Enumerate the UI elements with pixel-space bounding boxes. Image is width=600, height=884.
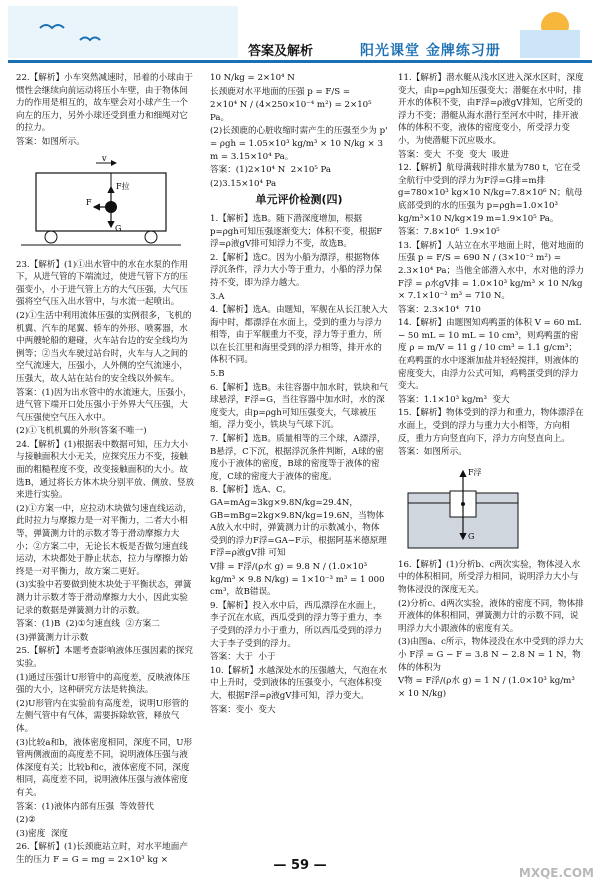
header-title: 答案及解析 [248, 44, 314, 59]
section-title: 单元评价检测(四) [255, 193, 343, 207]
answer-paragraph: 答案：大于 小于 [210, 652, 276, 663]
answer-paragraph: 3.A [210, 291, 225, 302]
answer-paragraph: (2)①方案一中，应拉动木块做匀速直线运动，此时拉力与摩擦力是一对平衡力，二者大小相等，弹簧测力计的示数才等于滑动摩擦力大小；②方案二中，无论长木板是否做匀速直线运动，木块都处于静止状态，拉力与摩擦力始终是一对平衡力，故方案二更好。 [16, 503, 192, 577]
cart-force-diagram [16, 153, 186, 253]
answer-paragraph: 12.【解析】航母满载时排水量为780 t，它在受全航行中受到的浮力为F浮=G排=m排g=780×10³ kg×10 N/kg=7.8×10⁶ N；航母底部受到的水的压强为 p=ρgh=1.0×10³ kg/m³×10 N/kg×19 m=1.9×10⁵ Pa。 [398, 163, 583, 224]
page-number: — 59 — [273, 858, 327, 873]
answer-paragraph: V物 = F浮/(ρ水 g) = 1 N / (1.0×10³ kg/m³ × 10 N/kg) [398, 676, 578, 699]
tension-label: F拉 [116, 181, 130, 191]
answer-paragraph: 16.【解析】(1)分析b、c两次实验，物体浸入水中的体积相同，所受浮力相同，说明浮力大小与物体浸没的深度无关。 [398, 559, 581, 595]
answer-paragraph: 答案：(1)液体内部有压强 等效替代 [16, 801, 154, 812]
answer-paragraph: 答案：变大 不变 变大 吸进 [398, 149, 509, 160]
header-divider [8, 60, 592, 63]
answer-paragraph: (2)①飞机机翼的外形(答案不唯一) [16, 426, 147, 437]
answer-paragraph: 答案：2.3×10⁴ 710 [398, 304, 481, 315]
answer-paragraph: 答案：(1)B (2)①匀速直线 ②方案二 [16, 619, 160, 630]
buoyancy-label: F浮 [468, 467, 482, 477]
answer-paragraph: 6.【解析】选B。未往容器中加水时，铁块和气球悬浮，F浮=G，当往容器中加水时，水的深度变大，由p=ρgh可知压强变大，气球被压缩，浮力变小，铁块与气球下沉。 [210, 382, 388, 431]
answer-paragraph: 答案：如图所示。 [398, 447, 467, 458]
answer-paragraph: 14.【解析】由题图知鸡鸭蛋的体积 V = 60 mL − 50 mL = 10 mL = 10 cm³，则鸡鸭蛋的密度 ρ = m/V = 11 g / 10 cm³ = 1.1 g/cm³；在鸡鸭蛋的水中逐渐加盐并轻轻搅拌，则液体的密度变大，由浮力公式可知，鸡鸭蛋受到的浮力变大。 [398, 318, 584, 392]
answer-paragraph: 4.【解析】选A。由题知，军舰在从长江驶入大海中时，都漂浮在水面上，受到的重力与浮力相等，由于军舰重力不变，浮力等于重力，所以在长江里和海里受到的浮力相等，排开水的体积不同。 [210, 305, 388, 366]
answer-paragraph: 25.【解析】本题考查影响液体压强因素的探究实验。 [16, 646, 193, 669]
answer-paragraph: 13.【解析】人站立在水平地面上时，他对地面的压强 p = F/S = 690 N / (3×10⁻² m²) = 2.3×10⁴ Pa；当他全部潜入水中，水对他的浮力 F浮 = ρ水gV排 = 1.0×10³ kg/m³ × 10 N/kg × 7.1×10⁻² m³ = 710 N。 [398, 240, 587, 302]
column-right [398, 72, 587, 701]
answer-paragraph: (2)② [16, 815, 36, 826]
column-left [16, 72, 196, 867]
answer-paragraph: (3)密度 深度 [16, 828, 69, 839]
answer-paragraph: 8.【解析】选A、C。GA=mAg=3kg×9.8N/kg=29.4N，GB=mBg=2kg×9.8N/kg=19.6N，当物体A放入水中时，弹簧测力计的示数减小，物体受到的浮力F浮=GA−F示，根据阿基米德原理 F浮=ρ液gV排 可知 [210, 485, 390, 559]
answer-paragraph: (3)由图a、c所示，物体浸没在水中受到的浮力大小 F浮 = G − F = 3.8 N − 2.8 N = 1 N，物体的体积为 [398, 637, 584, 673]
gravity-label: G [115, 223, 122, 233]
answer-paragraph: 22.【解析】小车突然减速时，吊着的小球由于惯性会继续向前运动将压小车壁，由于物体间力的作用是相互的，故车壁会对小球产生一个向左的压力，另外小球还受到重力和细绳对它的拉力。 [16, 73, 193, 134]
answer-paragraph: (3)比较a和b，液体密度相同，深度不同，U形管两侧液面的高度差不同，说明液体压强与液体深度有关；比较b和c，液体密度不同，深度相同，高度差不同，说明液体压强与液体密度有关。 [16, 737, 193, 798]
answer-paragraph: 5.B [210, 369, 225, 380]
answer-paragraph: 答案：(1)因为出水管中的水流速大，压强小，进气管下端开口处压强小于外界大气压强，大气压强使空气压入水中。 [16, 387, 192, 423]
answer-paragraph: 26.【解析】(1)长颈鹿站立时，对水平地面产生的压力 F = G = mg = 2×10³ kg × [16, 842, 188, 865]
answer-paragraph: 10 N/kg = 2×10⁴ N [210, 73, 295, 83]
answer-paragraph: 9.【解析】投入水中后，西瓜漂浮在水面上，李子沉在水底，西瓜受到的浮力等于重力，李子受到的浮力小于重力，所以西瓜受到的浮力大于李子受到的浮力。 [210, 600, 382, 649]
floating-block-diagram [398, 463, 528, 553]
answer-paragraph: 答案：1.1×10³ kg/m³ 变大 [398, 394, 510, 405]
answer-paragraph: 24.【解析】(1)根据表中数据可知，压力大小与接触面积大小无关，应探究压力不变，接触面的粗糙程度不变，改变接触面积的大小。故选B，通过将长方体木块分别平放、侧放、竖放来进行实验。 [16, 439, 195, 501]
answer-paragraph: (2)U形管内在实验前有高度差，说明U形管的左侧气管中有气体，需要拆除软管，释放气体。 [16, 698, 189, 734]
answer-paragraph: 长颈鹿对水平地面的压强 p = F/S = [210, 86, 351, 97]
answer-paragraph: 1.【解析】选B。随下潜深度增加，根据p=ρgh可知压强逐渐变大；体积不变，根据F浮=ρ液gV排可知浮力不变，故选B。 [210, 213, 383, 250]
answer-paragraph: (2)长颈鹿的心脏收缩时需产生的压强至少为 p' = ρgh = 1.05×10³ kg/m³ × 10 N/kg × 3 m = 3.15×10⁴ Pa。 [210, 126, 391, 162]
answer-paragraph: 10.【解析】水越深处水的压强越大，气泡在水中上升时，受到液体的压强变小，气泡体积变大，根据F浮=ρ液gV排可知，浮力变大。 [210, 665, 387, 701]
answer-paragraph: 答案：7.8×10⁶ 1.9×10⁵ [398, 227, 500, 238]
velocity-label: v [102, 153, 107, 163]
answer-paragraph: (1)通过压强计U形管中的高度差，反映液体压强的大小，这种研究方法是转换法。 [16, 672, 191, 696]
answer-paragraph: (3)实验中若要做到使木块处于平衡状态，弹簧测力计示数才等于滑动摩擦力大小，因此实验记录的数据是弹簧测力计的示数。 [16, 580, 192, 616]
header-series-title: 阳光课堂 金牌练习册 [360, 43, 501, 59]
gravity-label: G [468, 531, 475, 541]
answer-paragraph: 11.【解析】潜水艇从浅水区进入深水区时，深度变大，由p=ρgh知压强变大；潜艇在水中时，排开水的体积不变，由F浮=ρ液gV排知，它所受的浮力不变；潜艇从海水潜行至河水中时，排开液体的体积不变，液体的密度变小，所受浮力变小，为使潜艇下沉应吸水。 [398, 73, 584, 146]
answer-paragraph: 2.【解析】选C。因为小船为漂浮，根据物体浮沉条件，浮力大小等于重力，小船的浮力保持不变，即为浮力越大。 [210, 252, 382, 288]
answer-paragraph: V排 = F浮/(ρ水 g) = 9.8 N / (1.0×10³ kg/m³ × 9.8 N/kg) = 1×10⁻³ m³ = 1 000 cm³，故B错误。 [210, 561, 388, 598]
answer-paragraph: (2)分析c、d两次实验，液体的密度不同，物体排开液体的体积相同，弹簧测力计的示数不同，说明浮力大小跟液体的密度有关。 [398, 598, 584, 634]
answer-paragraph: 2×10⁴ N / (4×250×10⁻⁴ m²) = 2×10⁵ Pa。 [210, 100, 375, 123]
answer-paragraph: 答案：如图所示。 [16, 136, 85, 147]
answer-paragraph: 答案：变小 变大 [210, 704, 276, 715]
force-label: F [86, 197, 92, 207]
watermark: MXQE.COM [518, 866, 594, 880]
answer-paragraph: 7.【解析】选B。质量相等的三个球，A漂浮，B悬浮，C下沉，根据浮沉条件判断，A球的密度小于液体的密度，B球的密度等于液体的密度，C球的密度大于液体的密度。 [210, 434, 386, 482]
column-middle [210, 72, 391, 717]
answer-paragraph: (3)弹簧测力计示数 [16, 632, 89, 643]
answer-paragraph: (2)①生活中利用流体压强的实例很多，飞机的机翼、汽车的尾翼、轿车的外形、喷雾器，水中两艘轮船的避碰，火车站台边的安全线均为例等；②当火车驶过站台时，火车与人之间的空气流速大，压强小，人外侧的空气流速小，压强大，故人站在站台的安全线以外候车。 [16, 310, 192, 384]
answer-paragraph: 答案：(1)2×10⁴ N 2×10⁵ Pa [210, 165, 332, 176]
answer-paragraph: (2)3.15×10⁴ Pa [210, 178, 277, 189]
answer-paragraph: 15.【解析】物体受到的浮力和重力，物体漂浮在水面上，受到的浮力与重力大小相等，方向相反，重力方向竖直向下，浮力方向竖直向上。 [398, 408, 584, 444]
answer-paragraph: 23.【解析】(1)①出水管中的水在水泵的作用下，从进气管的下端流过，使进气管下方的压强变小，小于进气管上方的大气压强，大气压强将空气压入出水管中，与水流一起喷出。 [16, 259, 188, 308]
page-header [0, 0, 600, 70]
